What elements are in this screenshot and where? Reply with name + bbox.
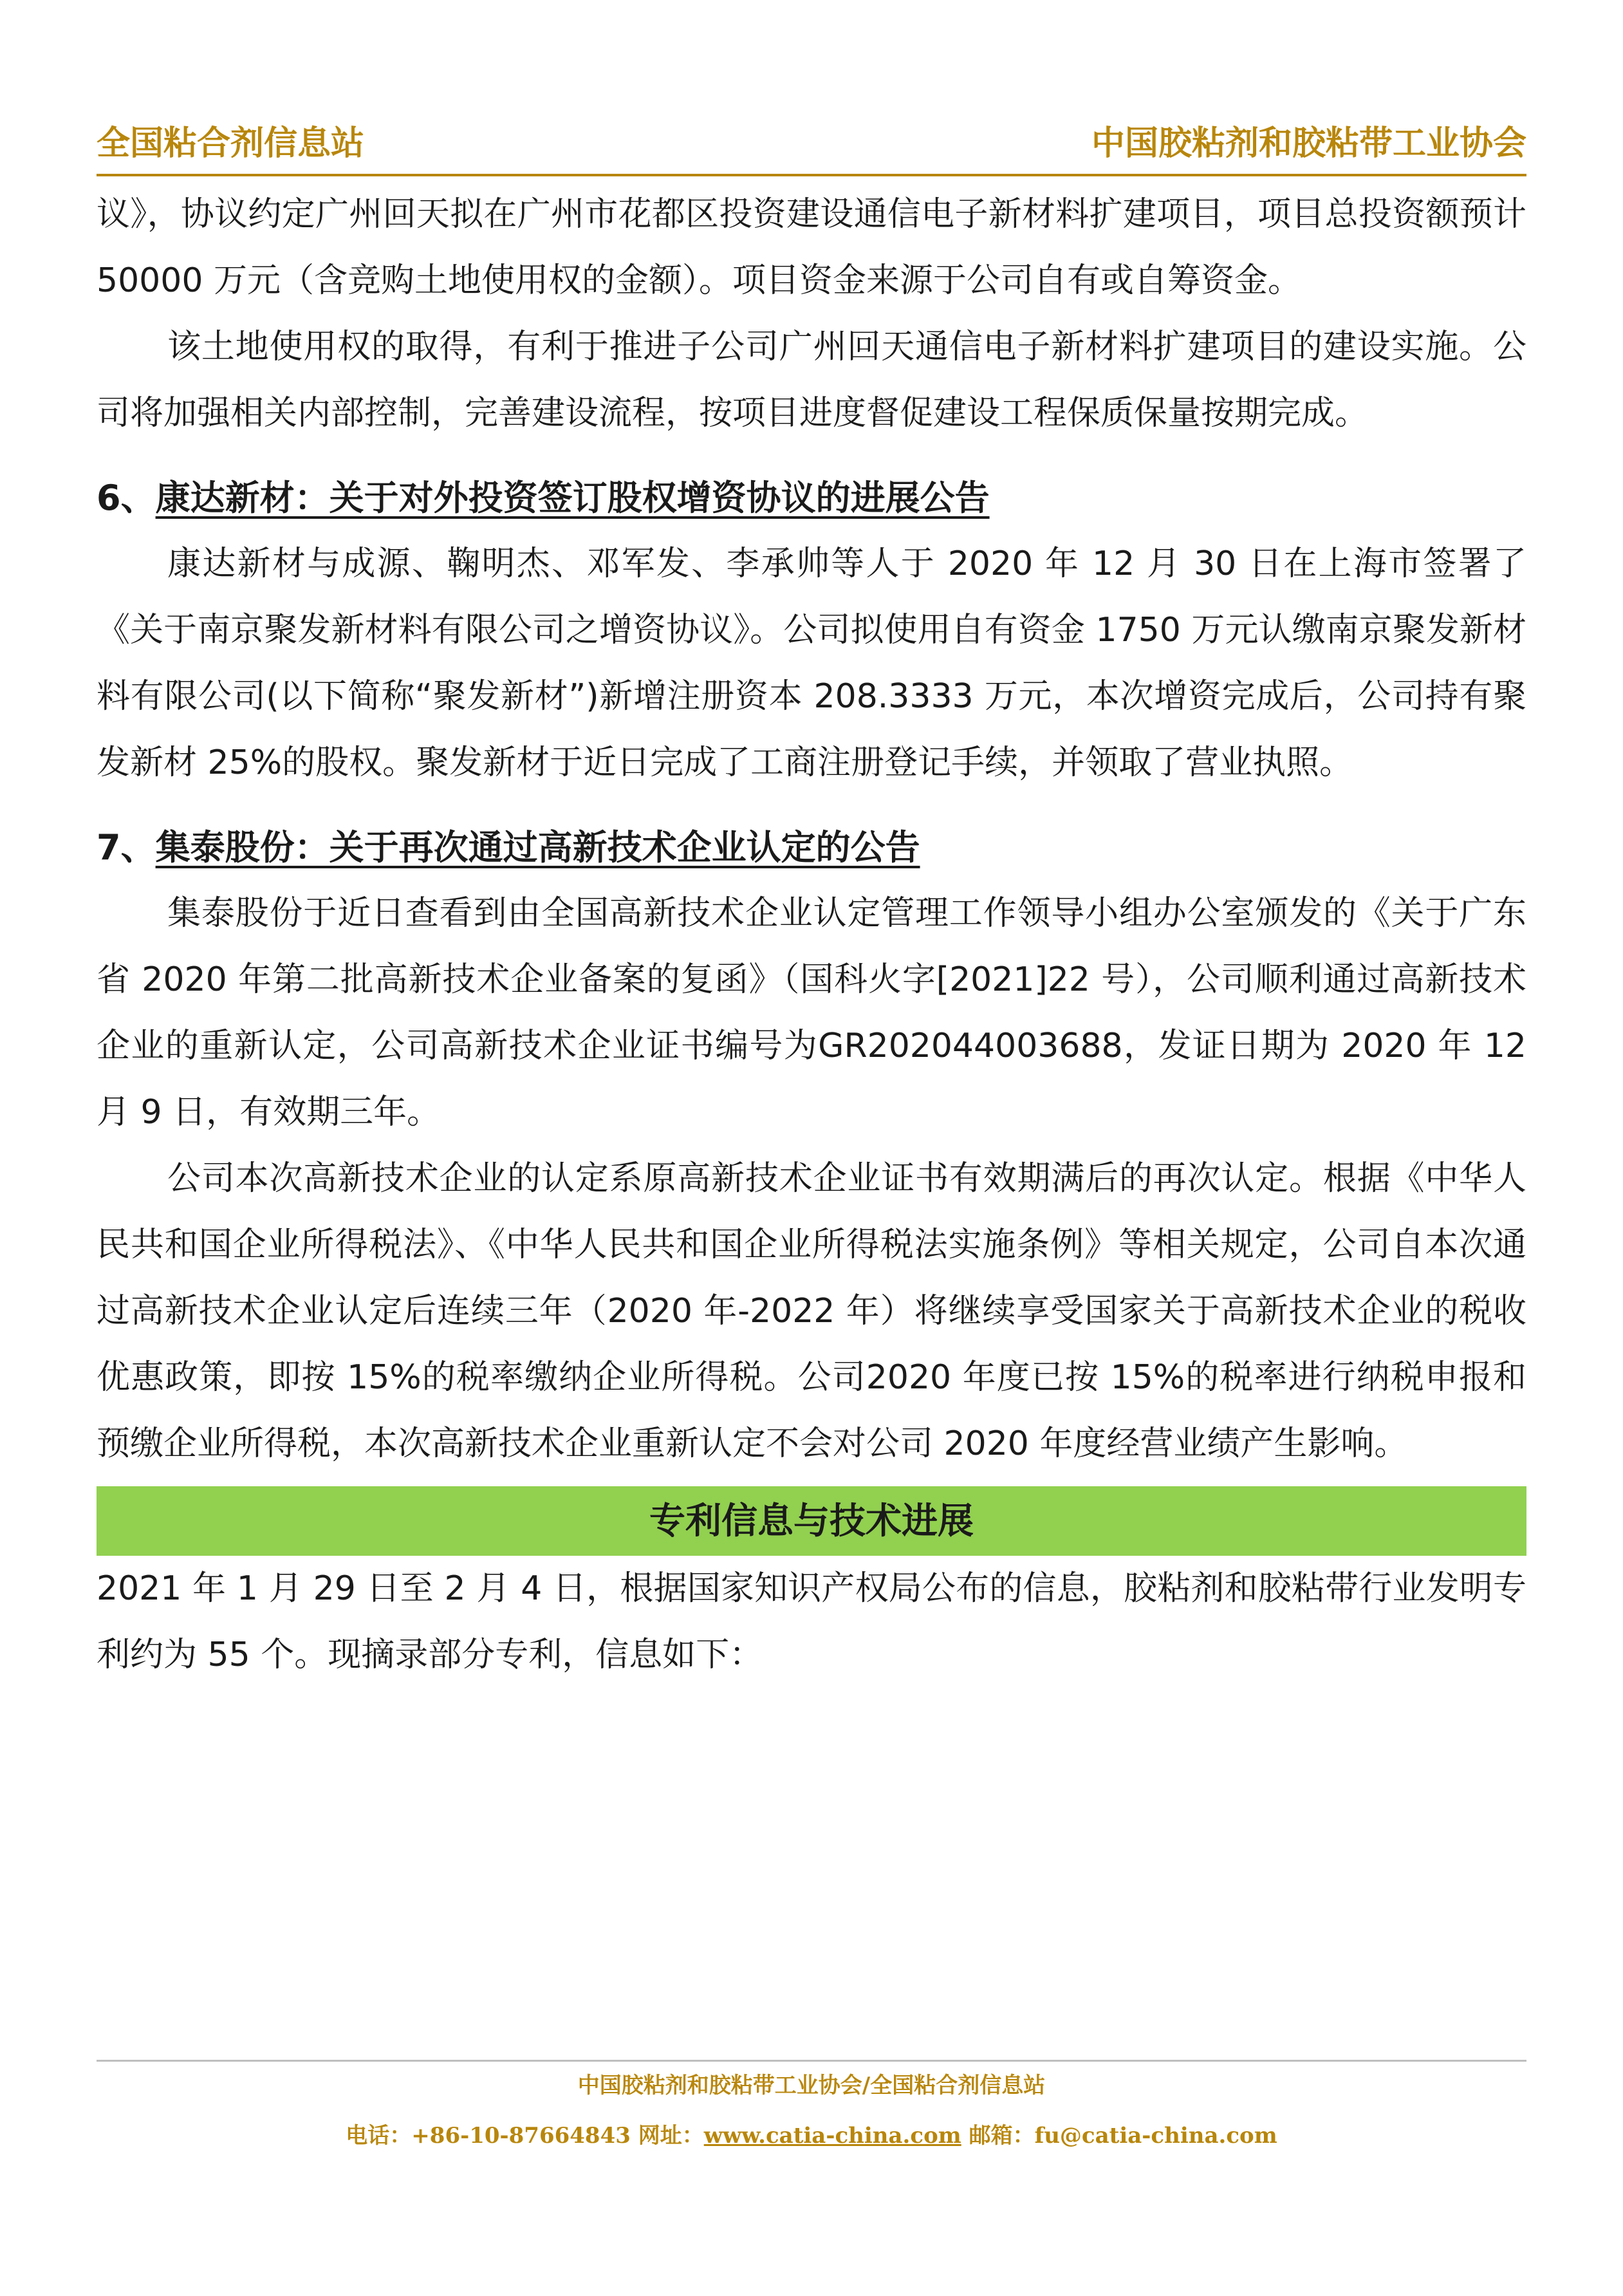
page-body	[97, 182, 1526, 1688]
header-association-name: 中国胶粘剂和胶粘带工业协会	[1091, 124, 1526, 163]
footer-organization: 中国胶粘剂和胶粘带工业协会/全国粘合剂信息站	[577, 2073, 1046, 2098]
footer-website-link[interactable]: www.catia-china.com	[703, 2123, 961, 2149]
intro-paragraph-2: 该土地使用权的取得，有利于推进子公司广州回天通信电子新材料扩建项目的建设实施。公司将加强相关内部控制，完善建设流程，按项目进度督促建设工程保质保量按期完成。	[97, 328, 1526, 433]
intro-paragraph-1: 议》，协议约定广州回天拟在广州市花都区投资建设通信电子新材料扩建项目，项目总投资额预计 50000 万元（含竞购土地使用权的金额）。项目资金来源于公司自有或自筹资金。	[97, 195, 1526, 300]
patent-section-banner	[97, 1486, 1526, 1556]
footer-divider	[97, 2060, 1526, 2062]
patent-section-title: 专利信息与技术进展	[649, 1500, 974, 1542]
header-site-name: 全国粘合剂信息站	[97, 124, 365, 163]
section-6-title: 康达新材：关于对外投资签订股权增资协议的进展公告	[155, 478, 990, 518]
section-6-heading	[97, 465, 1526, 531]
section-7-paragraph-2: 公司本次高新技术企业的认定系原高新技术企业证书有效期满后的再次认定。根据《中华人民共和国企业所得税法》、《中华人民共和国企业所得税法实施条例》等相关规定，公司自本次通过高新技术企业认定后连续三年（2020 年-2022 年）将继续享受国家关于高新技术企业的税收优惠政策，即按 15%的税率缴纳企业所得税。公司2020 年度已按 15%的税率进行纳税申报和预缴企业所得税，本次高新技术企业重新认定不会对公司 2020 年度经营业绩产生影响。	[97, 1159, 1526, 1463]
section-7-paragraph-1: 集泰股份于近日查看到由全国高新技术企业认定管理工作领导小组办公室颁发的《关于广东省 2020 年第二批高新技术企业备案的复函》（国科火字[2021]22 号），公司顺利通过高新技术企业的重新认定，公司高新技术企业证书编号为GR202044003688，发证日期为 2020 年 12 月 9 日，有效期三年。	[97, 894, 1526, 1132]
footer-contact	[0, 2118, 1623, 2149]
section-6-number: 6、	[97, 478, 156, 518]
footer-email: 邮箱：fu@catia-china.com	[961, 2123, 1277, 2149]
section-7-number: 7、	[97, 827, 156, 868]
section-7-heading	[97, 814, 1526, 881]
patent-paragraph-1: 2021 年 1 月 29 日至 2 月 4 日，根据国家知识产权局公布的信息，胶粘剂和胶粘带行业发明专利约为 55 个。现摘录部分专利，信息如下：	[97, 1569, 1526, 1674]
footer-phone: 电话：+86-10-87664843 网址：	[346, 2123, 704, 2149]
section-7-title: 集泰股份：关于再次通过高新技术企业认定的公告	[155, 827, 920, 868]
header-divider	[97, 174, 1526, 176]
section-6-paragraph-1: 康达新材与成源、鞠明杰、邓军发、李承帅等人于 2020 年 12 月 30 日在上海市签署了《关于南京聚发新材料有限公司之增资协议》。公司拟使用自有资金 1750 万元认缴南京聚发新材料有限公司(以下简称“聚发新材”)新增注册资本 208.3333 万元，本次增资完成后，公司持有聚发新材 25%的股权。聚发新材于近日完成了工商注册登记手续，并领取了营业执照。	[97, 545, 1526, 782]
